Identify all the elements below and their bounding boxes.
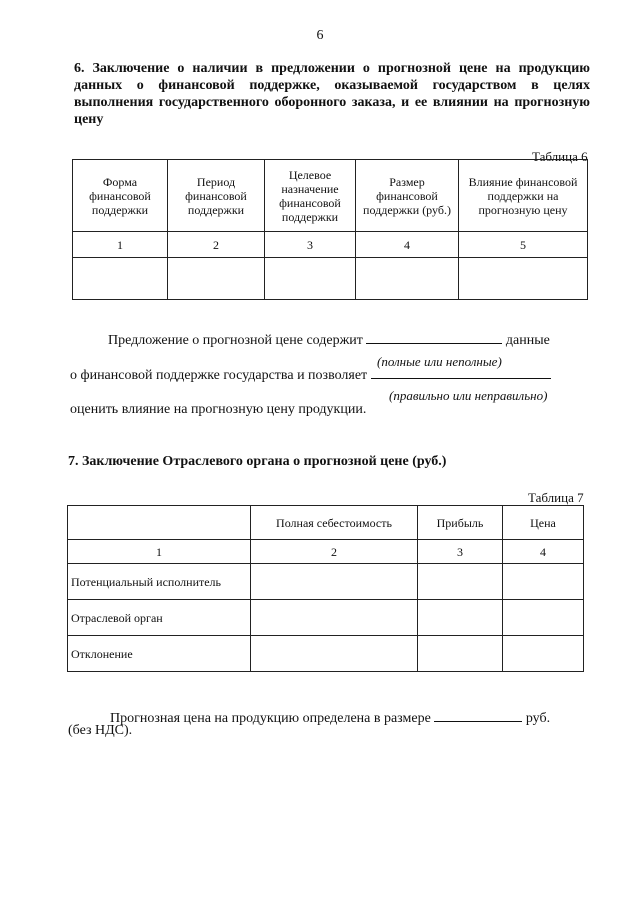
table-6-header-cell: Период финансовой поддержки (168, 160, 265, 232)
table-7-empty-cell[interactable] (418, 636, 503, 672)
table-6-number-cell: 1 (73, 232, 168, 258)
table-7-empty-cell[interactable] (503, 636, 584, 672)
table-6-number-cell: 5 (459, 232, 588, 258)
table-7-empty-cell[interactable] (251, 600, 418, 636)
table-6-number-cell: 4 (356, 232, 459, 258)
table-7-number-cell: 4 (503, 540, 584, 564)
table-7-header-cell (68, 506, 251, 540)
table-7-empty-cell[interactable] (251, 564, 418, 600)
completeness-blank[interactable] (366, 343, 502, 344)
table-7-empty-cell[interactable] (418, 564, 503, 600)
conclusion-line-1 (110, 711, 550, 727)
table-6-number-cell: 3 (265, 232, 356, 258)
statement-line-1 (108, 333, 550, 349)
table-7-header-row (68, 506, 584, 540)
correctness-blank[interactable] (371, 378, 551, 379)
section-6-heading: 6. Заключение о наличии в предложении о прогнозной цене на продукцию данных о финансовой поддержке, оказываемой государством в целях выполнения государственного оборонного заказа, и ее влиянии на прогнозную цену (74, 61, 590, 127)
table-6-caption: Таблица 6 (532, 149, 588, 164)
table-row (68, 600, 584, 636)
table-7-header-cell: Полная себестоимость (251, 506, 418, 540)
statement-text: о финансовой поддержке государства и позволяет (70, 368, 368, 383)
table-7-empty-cell[interactable] (418, 600, 503, 636)
table-6-header-cell: Форма финансовой поддержки (73, 160, 168, 232)
conclusion-line-2: (без НДС). (68, 723, 133, 738)
table-7 (67, 505, 584, 672)
table-7-header-cell: Прибыль (418, 506, 503, 540)
table-6-empty-cell[interactable] (168, 258, 265, 300)
table-row (68, 564, 584, 600)
table-6-empty-cell[interactable] (73, 258, 168, 300)
page-number: 6 (316, 28, 324, 43)
row-label-potential-contractor: Потенциальный исполнитель (68, 564, 251, 600)
table-6-empty-row (73, 258, 588, 300)
table-6-header-cell: Целевое назначение финансовой поддержки (265, 160, 356, 232)
conclusion-text: руб. (525, 711, 551, 726)
section-7-heading: 7. Заключение Отраслевого органа о прогнозной цене (руб.) (68, 454, 447, 469)
correctness-hint: (правильно или неправильно) (389, 388, 548, 403)
table-6-number-cell: 2 (168, 232, 265, 258)
table-6-empty-cell[interactable] (356, 258, 459, 300)
table-7-number-cell: 1 (68, 540, 251, 564)
table-7-header-cell: Цена (503, 506, 584, 540)
table-6-empty-cell[interactable] (265, 258, 356, 300)
table-6-header-cell: Размер финансовой поддержки (руб.) (356, 160, 459, 232)
table-7-number-cell: 3 (418, 540, 503, 564)
table-7-empty-cell[interactable] (503, 564, 584, 600)
table-6-empty-cell[interactable] (459, 258, 588, 300)
table-7-number-row (68, 540, 584, 564)
table-6-number-row (73, 232, 588, 258)
table-6-header-row (73, 160, 588, 232)
table-7-empty-cell[interactable] (251, 636, 418, 672)
statement-text: данные (505, 333, 550, 348)
statement-line-3: оценить влияние на прогнозную цену продукции. (70, 402, 367, 417)
row-label-deviation: Отклонение (68, 636, 251, 672)
row-label-industry-body: Отраслевой орган (68, 600, 251, 636)
table-6 (72, 159, 588, 300)
conclusion-text: Прогнозная цена на продукцию определена в размере (110, 711, 431, 726)
table-7-empty-cell[interactable] (503, 600, 584, 636)
table-row (68, 636, 584, 672)
table-6-header-cell: Влияние финансовой поддержки на прогнозную цену (459, 160, 588, 232)
statement-line-2 (70, 368, 551, 384)
statement-text: Предложение о прогнозной цене содержит (108, 333, 363, 348)
table-7-caption: Таблица 7 (528, 490, 584, 505)
table-7-number-cell: 2 (251, 540, 418, 564)
price-blank[interactable] (434, 721, 522, 722)
completeness-hint: (полные или неполные) (377, 354, 502, 369)
